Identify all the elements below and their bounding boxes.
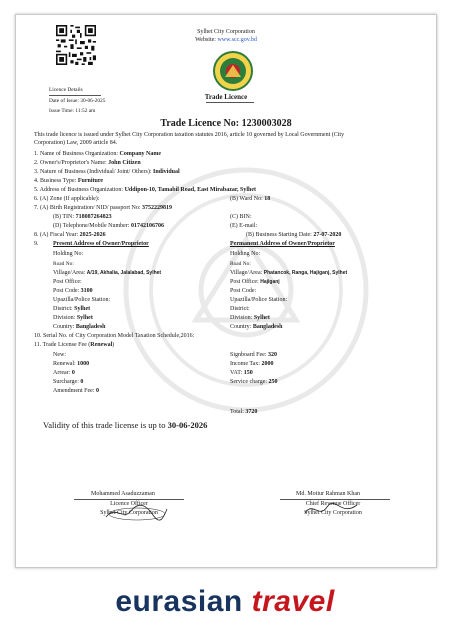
business-name-row: 1. Name of Business Organization: Company Name: [34, 151, 162, 157]
present-holding: Holding No:: [53, 251, 84, 257]
present-post-office: Post Office:: [53, 279, 82, 285]
present-district: District: Sylhet: [53, 306, 91, 312]
fee-new: New:: [53, 352, 66, 358]
present-road: Road No:: [53, 261, 74, 267]
ward-row: (B) Ward No: 18: [230, 196, 271, 202]
permanent-district: District:: [230, 306, 250, 312]
left-signatory-title: Licence Officer: [110, 501, 148, 507]
licence-number-title: Trade Licence No: 1230003028: [160, 118, 292, 129]
divider: [206, 102, 254, 103]
right-signature-scribble-icon: [301, 499, 361, 521]
permanent-address-title: Permanent Address of Owner/Proprietor: [230, 241, 335, 247]
issue-time: Issue Time: 11:52 am: [49, 108, 96, 114]
fee-total: Total: 3720: [230, 409, 258, 415]
right-signatory-title: Chief Revenue Officer: [305, 501, 361, 507]
present-division: Division: Sylhet: [53, 315, 93, 321]
brand-part-1: eurasian: [115, 585, 243, 618]
brand-logo: [0, 584, 450, 620]
left-signatory-name: Mohammed Asaduzzaman: [91, 491, 155, 497]
permanent-upazila: Upazilla/Police Station:: [230, 297, 288, 303]
present-post-code: Post Code: 3100: [53, 288, 93, 294]
address-section-number: 9.: [34, 241, 39, 247]
business-name-value: Company Name: [119, 151, 162, 157]
nid-row: 7. (A) Birth Registration/ NID/ passport No: 3752229819: [34, 205, 172, 211]
owner-name-value: John Citizen: [108, 160, 141, 166]
city-corporation-seal-icon: [213, 51, 253, 91]
phone-row: (D) Telephone/Mobile Number: 01742106706: [53, 223, 164, 229]
permanent-post-office: Post Office: Hajiganj: [230, 279, 280, 285]
present-upazila: Upazilla/Police Station:: [53, 297, 111, 303]
fee-amendment: Amendment Fee: 0: [53, 388, 99, 394]
fee-income-tax: Income Tax: 2000: [230, 361, 274, 367]
business-type-row: 4. Business Type: Furniture: [34, 178, 104, 184]
fee-vat: VAT: 150: [230, 370, 253, 376]
zone-row: 6. (A) Zone (If applicable):: [34, 196, 100, 202]
fee-surcharge: Surcharge: 0: [53, 379, 84, 385]
website-label: Website:: [195, 37, 216, 43]
present-address-title: Present Address of Owner/Proprietor: [53, 241, 149, 247]
fee-service-charge: Service charge: 250: [230, 379, 278, 385]
serial-number-row: 10. Serial No. of City Corporation Model Taxation Schedule,2016:: [34, 333, 195, 339]
licence-fee-heading: 11. Trade License Fee (Renewal): [34, 342, 115, 348]
bin-row: (C) BIN:: [230, 214, 252, 220]
tin-row: (B) TIN: 718087264823: [53, 214, 112, 220]
date-of-issue: Date of Issue: 30-06-2025: [49, 98, 106, 104]
doc-title: Trade Licence: [204, 93, 248, 101]
present-country: Country: Bangladesh: [53, 324, 106, 330]
fee-renewal: Renewal: 1000: [53, 361, 90, 367]
brand-part-2: travel: [251, 585, 335, 618]
left-signature-scribble-icon: [101, 501, 171, 523]
right-signatory-org: Sylhet City Corporation: [304, 510, 362, 516]
owner-name-row: 2. Owner's/Proprietor's Name: John Citizen: [34, 160, 141, 166]
permanent-post-code: Post Code:: [230, 288, 257, 294]
business-nature-row: 3. Nature of Business (Individual/ Joint/ Others): Individual: [34, 169, 180, 175]
website-line: [16, 37, 436, 45]
intro-text-line-2: Corporation) Law, 2009 article 84.: [34, 140, 118, 146]
organization-name: Sylhet City Corporation: [197, 29, 255, 35]
validity-date: 30-06-2026: [167, 420, 208, 430]
trade-licence-document: [15, 14, 437, 568]
signature-line-left: [74, 499, 184, 500]
fee-signboard: Signboard Fee: 320: [230, 352, 277, 358]
permanent-road: Road No:: [230, 261, 251, 267]
fiscal-year-row: 8. (A) Fiscal Year: 2025-2026: [34, 232, 106, 238]
permanent-holding: Holding No:: [230, 251, 261, 257]
website-link[interactable]: www.scc.gov.bd: [217, 37, 257, 43]
validity-line: Validity of this trade license is up to 30-06-2026: [43, 420, 208, 430]
permanent-division: Division: Sylhet: [230, 315, 270, 321]
left-signatory-org: Sylhet City Corporation: [100, 510, 158, 516]
permanent-country: Country: Bangladesh: [230, 324, 283, 330]
present-village: Village/Area: A/19, Akhalia, Jalalabad, Sylhet: [53, 270, 162, 276]
right-signatory-name: Md. Motiur Rahman Khan: [296, 491, 360, 497]
business-address-row: 5. Address of Business Organization: Uddipon-10, Tamabil Road, East Mirabazar, Sylhet: [34, 187, 257, 193]
business-start-row: (B) Business Starting Date: 27-07-2020: [246, 232, 342, 238]
licence-details-label: Licence Details: [49, 87, 83, 93]
permanent-village: Village/Area: Phatancok, Ranga, Hajiganj, Sylhet: [230, 270, 348, 276]
email-row: (E) E-mail:: [230, 223, 258, 229]
intro-text-line-1: This trade licence is issued under Sylhet City Corporation taxation statutes 2016, article 10 governed by Local Government (City: [34, 132, 345, 138]
fee-arrear: Arrear: 0: [53, 370, 75, 376]
